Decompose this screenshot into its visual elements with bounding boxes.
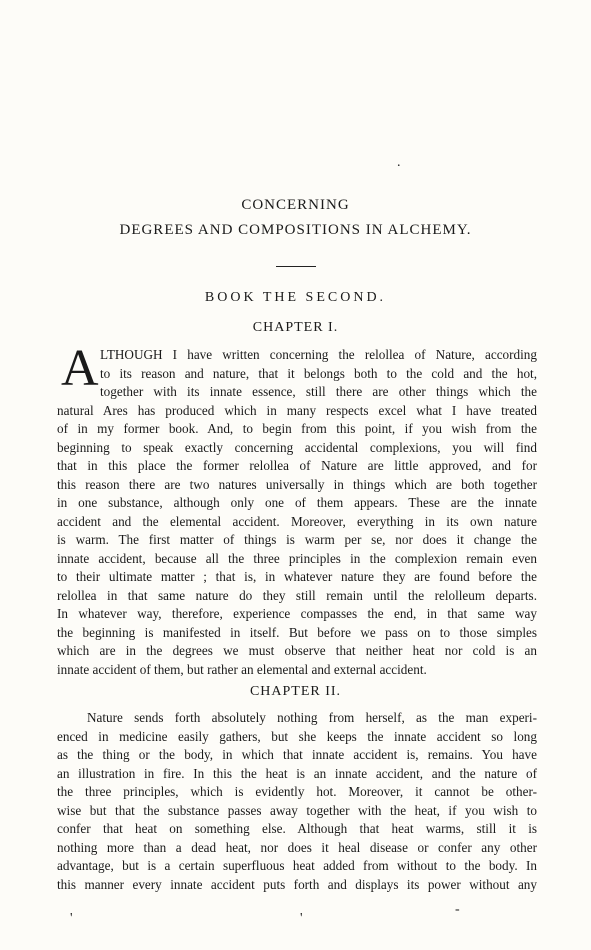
- text-line: together with its innate essence, still there are other things which the: [100, 384, 537, 399]
- chapter-1-text: [57, 346, 537, 679]
- chapter-1-heading: CHAPTER I.: [252, 320, 339, 335]
- chapter-2-heading: CHAPTER II.: [249, 684, 342, 699]
- text-line: LTHOUGH I have written concerning the relollea of Nature, according: [100, 347, 537, 362]
- title-line-2: DEGREES AND COMPOSITIONS IN ALCHEMY.: [119, 222, 472, 238]
- text-line: innate accident, because all the three principles in the complexion remain even: [57, 550, 537, 566]
- text-line: enced in medicine easily gathers, but she keeps the innate accident so long: [57, 728, 537, 744]
- printer-mark: .: [397, 155, 401, 170]
- text-line: is warm. The first matter of things is warm per se, nor does it change the: [57, 532, 537, 547]
- title-line-1: CONCERNING: [241, 197, 350, 213]
- printer-mark: -: [455, 902, 460, 917]
- drop-cap: A: [61, 340, 99, 397]
- text-line: Nature sends forth absolutely nothing from herself, as the man experi-: [87, 710, 537, 725]
- text-line: the three principles, which is evidently hot. Moreover, it cannot be other-: [57, 784, 537, 799]
- text-line: that in this place the former relollea of Nature are little approved, and for: [57, 458, 537, 473]
- printer-mark: ': [70, 911, 73, 926]
- book-heading: BOOK THE SECOND.: [204, 290, 387, 305]
- text-line: innate accident of them, but rather an elemental and external accident.: [57, 661, 427, 677]
- text-line: nothing more than a dead heat, nor does it heal disease or confer any other: [57, 839, 537, 855]
- text-line: accident and the elemental accident. Moreover, everything in its own nature: [57, 513, 537, 529]
- text-line: confer that heat on something else. Although that heat warms, still it is: [57, 821, 537, 836]
- text-line: to its reason and nature, that it belongs both to the cold and the hot,: [100, 365, 537, 381]
- printer-mark: ': [300, 911, 303, 926]
- text-line: natural Ares has produced which in many respects excel what I have treated: [57, 402, 537, 418]
- text-line: an illustration in fire. In this the heat is an innate accident, and the nature of: [57, 765, 537, 781]
- title-divider: [276, 266, 316, 267]
- text-line: the beginning is manifested in itself. But before we pass on to those simples: [57, 624, 537, 640]
- text-line: wise but that the substance passes away together with the heat, if you wish to: [57, 802, 537, 818]
- text-line: relollea in that same nature do they still remain until the relolleum departs.: [57, 587, 537, 603]
- text-line: this reason there are two natures universally in things which are both together: [57, 476, 537, 492]
- text-line: which are in the degrees we must observe that neither heat nor cold is an: [57, 643, 537, 658]
- text-line: as the thing or the body, in which that innate accident is, remains. You have: [57, 747, 537, 762]
- text-line: In whatever way, therefore, experience compasses the end, in that same way: [57, 606, 537, 621]
- text-line: of in my former book. And, to begin from this point, if you wish from the: [57, 421, 537, 436]
- text-line: beginning to speak exactly concerning accidental complexions, you will find: [57, 439, 537, 455]
- text-line: advantage, but is a certain superfluous heat added from without to the body. In: [57, 858, 537, 873]
- chapter-2-text: [57, 709, 537, 894]
- text-line: this manner every innate accident puts forth and displays its power without any: [57, 876, 537, 892]
- text-line: in one substance, although only one of them appears. These are the innate: [57, 495, 537, 510]
- text-line: to their ultimate matter ; that is, in whatever nature they are found before the: [57, 569, 537, 584]
